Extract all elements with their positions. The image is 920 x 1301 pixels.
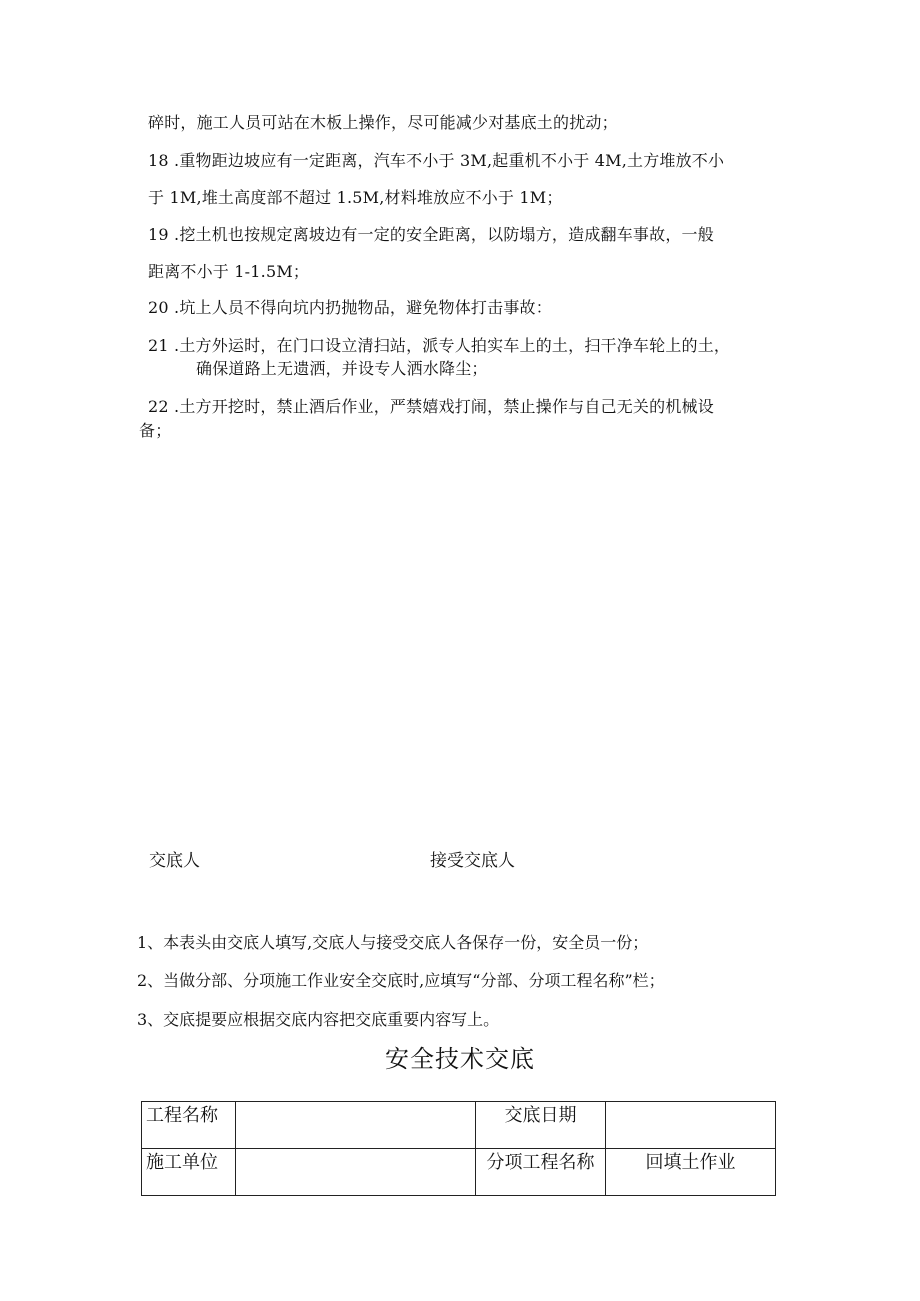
body-line-10: 备； — [139, 421, 172, 440]
info-table — [141, 1101, 776, 1196]
body-line-3: 于 1M,堆土高度部不超过 1.5M,材料堆放应不小于 1M； — [148, 188, 563, 207]
subitem-name-label: 分项工程名称 — [476, 1149, 606, 1196]
body-line-6: 20 .坑上人员不得向坑内扔抛物品，避免物体打击事故： — [148, 298, 552, 317]
construction-unit-label: 施工单位 — [142, 1149, 236, 1196]
briefing-date-value — [606, 1102, 776, 1149]
receiver-label: 接受交底人 — [430, 851, 515, 871]
body-line-7: 21 .土方外运时，在门口设立清扫站，派专人拍实车上的土，扫干净车轮上的土， — [148, 336, 731, 355]
body-line-4: 19 .挖土机也按规定离坡边有一定的安全距离，以防塌方，造成翻车事故，一般 — [148, 225, 714, 244]
body-line-9: 22 .土方开挖时，禁止酒后作业，严禁嬉戏打闹，禁止操作与自己无关的机械设 — [148, 397, 714, 416]
project-name-label: 工程名称 — [142, 1102, 236, 1149]
body-line-2: 18 .重物距边坡应有一定距离，汽车不小于 3M,起重机不小于 4M,土方堆放不小 — [148, 151, 725, 170]
briefing-date-label: 交底日期 — [476, 1102, 606, 1149]
note-2: 2、当做分部、分项施工作业安全交底时,应填写“分部、分项工程名称”栏； — [137, 971, 665, 990]
body-line-8: 确保道路上无遗洒，并设专人洒水降尘； — [196, 359, 488, 378]
body-line-5: 距离不小于 1-1.5M； — [148, 262, 310, 281]
table-row — [142, 1102, 776, 1149]
subitem-name-value: 回填土作业 — [606, 1149, 776, 1196]
project-name-value — [236, 1102, 476, 1149]
form-title: 安全技术交底 — [385, 1045, 535, 1073]
note-1: 1、本表头由交底人填写,交底人与接受交底人各保存一份，安全员一份； — [137, 933, 649, 952]
construction-unit-value — [236, 1149, 476, 1196]
giver-label: 交底人 — [149, 851, 200, 871]
table-row — [142, 1149, 776, 1196]
body-line-1: 碎时，施工人员可站在木板上操作，尽可能减少对基底土的扰动； — [148, 113, 618, 132]
note-3: 3、交底提要应根据交底内容把交底重要内容写上。 — [137, 1010, 500, 1029]
